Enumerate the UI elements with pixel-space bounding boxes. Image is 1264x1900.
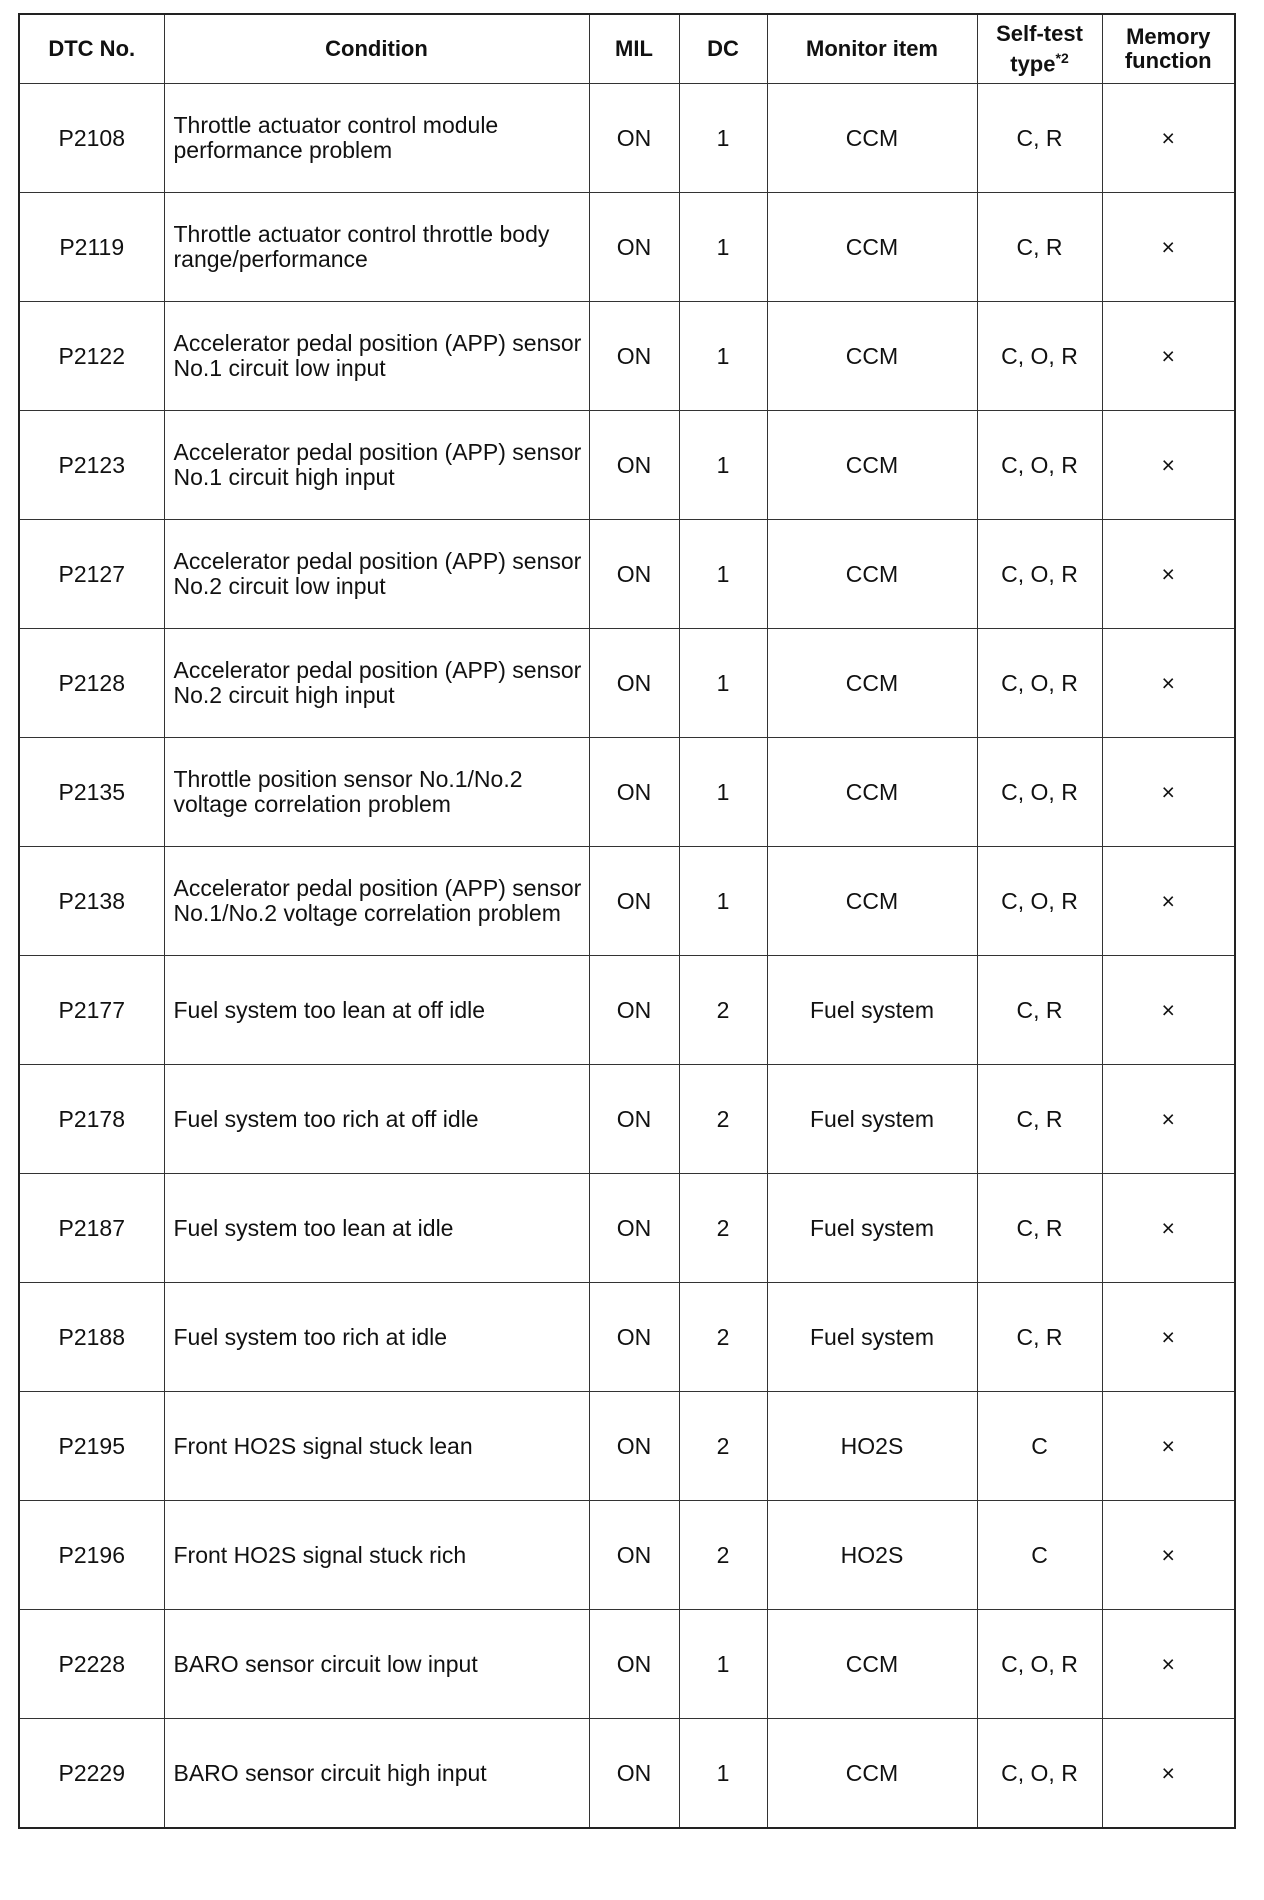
table-row: [19, 1065, 1235, 1174]
condition-cell: Fuel system too rich at idle: [164, 1283, 589, 1392]
condition-cell: Accelerator pedal position (APP) sensor No.2 circuit low input: [164, 520, 589, 629]
table-row: [19, 411, 1235, 520]
dtc-cell: P2228: [19, 1610, 164, 1719]
header-row: [19, 14, 1235, 84]
dc-cell: 2: [679, 1283, 767, 1392]
dc-cell: 2: [679, 1392, 767, 1501]
condition-cell: Accelerator pedal position (APP) sensor No.1 circuit low input: [164, 302, 589, 411]
table-row: [19, 1610, 1235, 1719]
selftest-cell: C: [977, 1501, 1102, 1610]
mil-cell: ON: [589, 1719, 679, 1829]
monitor-cell: Fuel system: [767, 1174, 977, 1283]
mil-cell: ON: [589, 1392, 679, 1501]
selftest-cell: C, R: [977, 193, 1102, 302]
table-row: [19, 193, 1235, 302]
condition-cell: Front HO2S signal stuck rich: [164, 1501, 589, 1610]
memory-cell: ×: [1102, 302, 1235, 411]
monitor-cell: HO2S: [767, 1392, 977, 1501]
monitor-cell: Fuel system: [767, 956, 977, 1065]
memory-cell: ×: [1102, 1719, 1235, 1829]
mil-cell: ON: [589, 847, 679, 956]
table-row: [19, 738, 1235, 847]
mil-cell: ON: [589, 738, 679, 847]
selftest-cell: C, O, R: [977, 1610, 1102, 1719]
selftest-cell: C, O, R: [977, 302, 1102, 411]
header-monitor: Monitor item: [767, 14, 977, 84]
mil-cell: ON: [589, 1501, 679, 1610]
table-row: [19, 1719, 1235, 1829]
monitor-cell: CCM: [767, 520, 977, 629]
monitor-cell: CCM: [767, 84, 977, 193]
selftest-cell: C, O, R: [977, 411, 1102, 520]
dtc-cell: P2196: [19, 1501, 164, 1610]
selftest-cell: C, R: [977, 84, 1102, 193]
memory-cell: ×: [1102, 1283, 1235, 1392]
memory-cell: ×: [1102, 956, 1235, 1065]
memory-cell: ×: [1102, 847, 1235, 956]
selftest-cell: C, O, R: [977, 1719, 1102, 1829]
selftest-cell: C: [977, 1392, 1102, 1501]
table-row: [19, 302, 1235, 411]
mil-cell: ON: [589, 1610, 679, 1719]
table-row: [19, 1392, 1235, 1501]
condition-cell: Fuel system too lean at off idle: [164, 956, 589, 1065]
condition-cell: Front HO2S signal stuck lean: [164, 1392, 589, 1501]
table-row: [19, 956, 1235, 1065]
monitor-cell: CCM: [767, 629, 977, 738]
dc-cell: 1: [679, 847, 767, 956]
condition-cell: Fuel system too rich at off idle: [164, 1065, 589, 1174]
monitor-cell: CCM: [767, 847, 977, 956]
table-row: [19, 84, 1235, 193]
monitor-cell: CCM: [767, 193, 977, 302]
dtc-cell: P2138: [19, 847, 164, 956]
dc-cell: 1: [679, 1610, 767, 1719]
mil-cell: ON: [589, 1174, 679, 1283]
mil-cell: ON: [589, 84, 679, 193]
condition-cell: Accelerator pedal position (APP) sensor No.2 circuit high input: [164, 629, 589, 738]
header-selftest-footnote: *2: [1055, 49, 1069, 66]
condition-cell: Throttle actuator control throttle body range/performance: [164, 193, 589, 302]
dc-cell: 1: [679, 520, 767, 629]
mil-cell: ON: [589, 956, 679, 1065]
dc-cell: 1: [679, 84, 767, 193]
selftest-cell: C, R: [977, 956, 1102, 1065]
table-row: [19, 1501, 1235, 1610]
selftest-cell: C, R: [977, 1065, 1102, 1174]
monitor-cell: Fuel system: [767, 1065, 977, 1174]
dtc-cell: P2195: [19, 1392, 164, 1501]
mil-cell: ON: [589, 520, 679, 629]
dtc-cell: P2187: [19, 1174, 164, 1283]
monitor-cell: CCM: [767, 411, 977, 520]
dc-cell: 2: [679, 1174, 767, 1283]
monitor-cell: CCM: [767, 1610, 977, 1719]
memory-cell: ×: [1102, 411, 1235, 520]
condition-cell: Throttle actuator control module performance problem: [164, 84, 589, 193]
memory-cell: ×: [1102, 1501, 1235, 1610]
dc-cell: 1: [679, 411, 767, 520]
dtc-cell: P2135: [19, 738, 164, 847]
condition-cell: Throttle position sensor No.1/No.2 voltage correlation problem: [164, 738, 589, 847]
monitor-cell: CCM: [767, 302, 977, 411]
condition-cell: BARO sensor circuit high input: [164, 1719, 589, 1829]
selftest-cell: C, R: [977, 1174, 1102, 1283]
dc-cell: 1: [679, 193, 767, 302]
dtc-cell: P2122: [19, 302, 164, 411]
mil-cell: ON: [589, 302, 679, 411]
selftest-cell: C, R: [977, 1283, 1102, 1392]
dtc-table: [18, 13, 1236, 1829]
memory-cell: ×: [1102, 1065, 1235, 1174]
table-row: [19, 520, 1235, 629]
header-selftest-label: Self-test type: [996, 20, 1083, 77]
dtc-cell: P2127: [19, 520, 164, 629]
memory-cell: ×: [1102, 520, 1235, 629]
dc-cell: 1: [679, 302, 767, 411]
dtc-cell: P2128: [19, 629, 164, 738]
selftest-cell: C, O, R: [977, 520, 1102, 629]
mil-cell: ON: [589, 1065, 679, 1174]
header-dc: DC: [679, 14, 767, 84]
header-mil: MIL: [589, 14, 679, 84]
condition-cell: Accelerator pedal position (APP) sensor No.1/No.2 voltage correlation problem: [164, 847, 589, 956]
condition-cell: BARO sensor circuit low input: [164, 1610, 589, 1719]
dtc-cell: P2229: [19, 1719, 164, 1829]
dc-cell: 1: [679, 629, 767, 738]
header-dtc: DTC No.: [19, 14, 164, 84]
mil-cell: ON: [589, 629, 679, 738]
condition-cell: Accelerator pedal position (APP) sensor No.1 circuit high input: [164, 411, 589, 520]
table-row: [19, 1283, 1235, 1392]
dc-cell: 2: [679, 1065, 767, 1174]
memory-cell: ×: [1102, 84, 1235, 193]
memory-cell: ×: [1102, 629, 1235, 738]
header-condition: Condition: [164, 14, 589, 84]
header-selftest: [977, 14, 1102, 84]
dtc-cell: P2178: [19, 1065, 164, 1174]
mil-cell: ON: [589, 193, 679, 302]
monitor-cell: CCM: [767, 1719, 977, 1829]
header-memory: Memory function: [1102, 14, 1235, 84]
memory-cell: ×: [1102, 193, 1235, 302]
monitor-cell: CCM: [767, 738, 977, 847]
monitor-cell: HO2S: [767, 1501, 977, 1610]
table-row: [19, 1174, 1235, 1283]
dtc-cell: P2188: [19, 1283, 164, 1392]
dtc-cell: P2119: [19, 193, 164, 302]
condition-cell: Fuel system too lean at idle: [164, 1174, 589, 1283]
dc-cell: 2: [679, 956, 767, 1065]
dtc-cell: P2108: [19, 84, 164, 193]
memory-cell: ×: [1102, 1610, 1235, 1719]
mil-cell: ON: [589, 411, 679, 520]
monitor-cell: Fuel system: [767, 1283, 977, 1392]
selftest-cell: C, O, R: [977, 629, 1102, 738]
dc-cell: 1: [679, 1719, 767, 1829]
memory-cell: ×: [1102, 1392, 1235, 1501]
memory-cell: ×: [1102, 738, 1235, 847]
mil-cell: ON: [589, 1283, 679, 1392]
table-row: [19, 847, 1235, 956]
memory-cell: ×: [1102, 1174, 1235, 1283]
dtc-cell: P2123: [19, 411, 164, 520]
dtc-cell: P2177: [19, 956, 164, 1065]
dc-cell: 2: [679, 1501, 767, 1610]
selftest-cell: C, O, R: [977, 738, 1102, 847]
dc-cell: 1: [679, 738, 767, 847]
table-row: [19, 629, 1235, 738]
selftest-cell: C, O, R: [977, 847, 1102, 956]
